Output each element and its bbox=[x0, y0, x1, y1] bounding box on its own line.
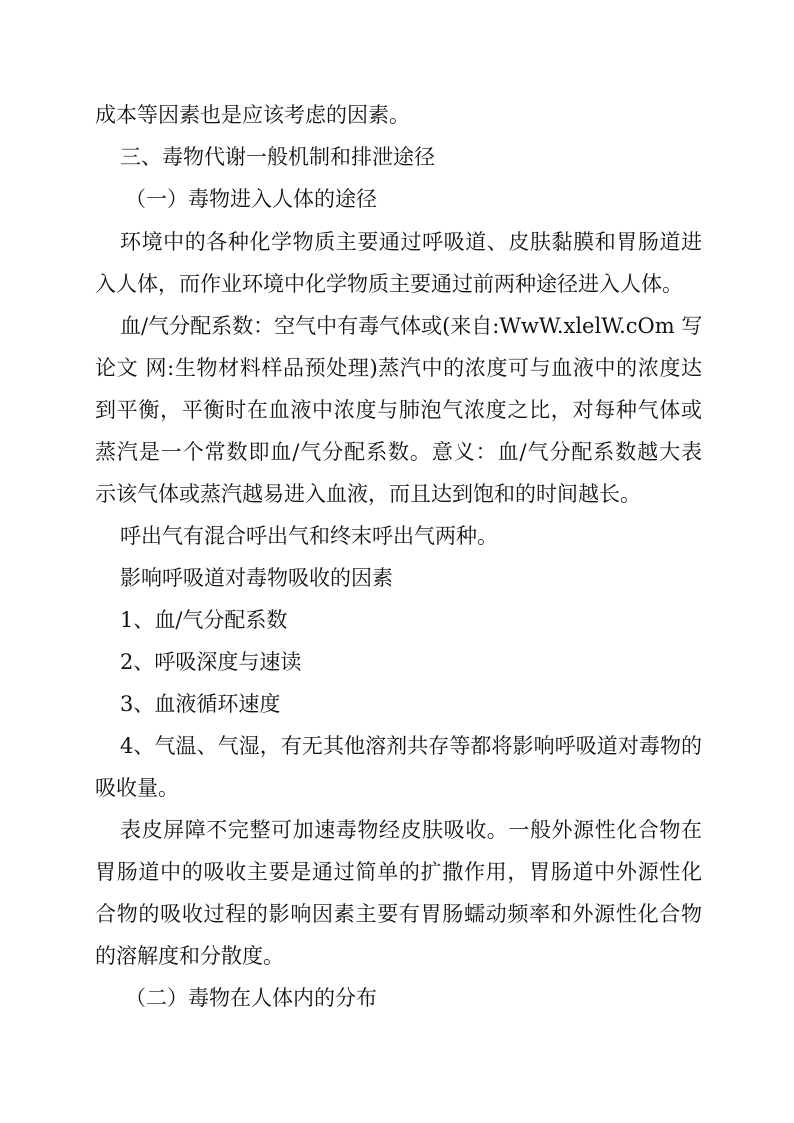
list-item: 4、气温、气湿，有无其他溶剂共存等都将影响呼吸道对毒物的 bbox=[120, 734, 702, 758]
list-item: 1、血/气分配系数 bbox=[120, 608, 288, 632]
subsection-heading: （一）毒物进入人体的途径 bbox=[125, 187, 377, 211]
subsection-heading: （二）毒物在人体内的分布 bbox=[125, 986, 377, 1010]
paragraph-line: 胃肠道中的吸收主要是通过简单的扩撒作用，胃肠道中外源性化 bbox=[95, 860, 702, 884]
paragraph-line: 蒸汽是一个常数即血/气分配系数。意义：血/气分配系数越大表 bbox=[95, 440, 702, 464]
paragraph-line: 影响呼吸道对毒物吸收的因素 bbox=[120, 566, 393, 590]
paragraph-line: 血/气分配系数：空气中有毒气体或(来自:WwW.xlelW.cOm 写 bbox=[120, 314, 703, 338]
paragraph-line: 呼出气有混合呼出气和终末呼出气两种。 bbox=[120, 524, 498, 548]
text-line: 成本等因素也是应该考虑的因素。 bbox=[95, 103, 410, 127]
paragraph-line: 到平衡，平衡时在血液中浓度与肺泡气浓度之比，对每种气体或 bbox=[95, 398, 702, 422]
list-item: 2、呼吸深度与速读 bbox=[120, 650, 302, 674]
paragraph-line: 环境中的各种化学物质主要通过呼吸道、皮肤黏膜和胃肠道进 bbox=[120, 230, 702, 254]
paragraph-line: 入人体，而作业环境中化学物质主要通过前两种途径进入人体。 bbox=[95, 272, 683, 296]
paragraph-line: 合物的吸收过程的影响因素主要有胃肠蠕动频率和外源性化合物 bbox=[95, 902, 702, 926]
paragraph-line: 的溶解度和分散度。 bbox=[95, 944, 284, 968]
paragraph-line: 表皮屏障不完整可加速毒物经皮肤吸收。一般外源性化合物在 bbox=[120, 818, 702, 842]
paragraph-line: 吸收量。 bbox=[95, 776, 179, 800]
paragraph-line: 示该气体或蒸汽越易进入血液，而且达到饱和的时间越长。 bbox=[95, 482, 641, 506]
list-item: 3、血液循环速度 bbox=[120, 692, 281, 716]
section-heading: 三、毒物代谢一般机制和排泄途径 bbox=[120, 145, 435, 169]
paragraph-line: 论文 网:生物材料样品预处理)蒸汽中的浓度可与血液中的浓度达 bbox=[95, 356, 702, 380]
